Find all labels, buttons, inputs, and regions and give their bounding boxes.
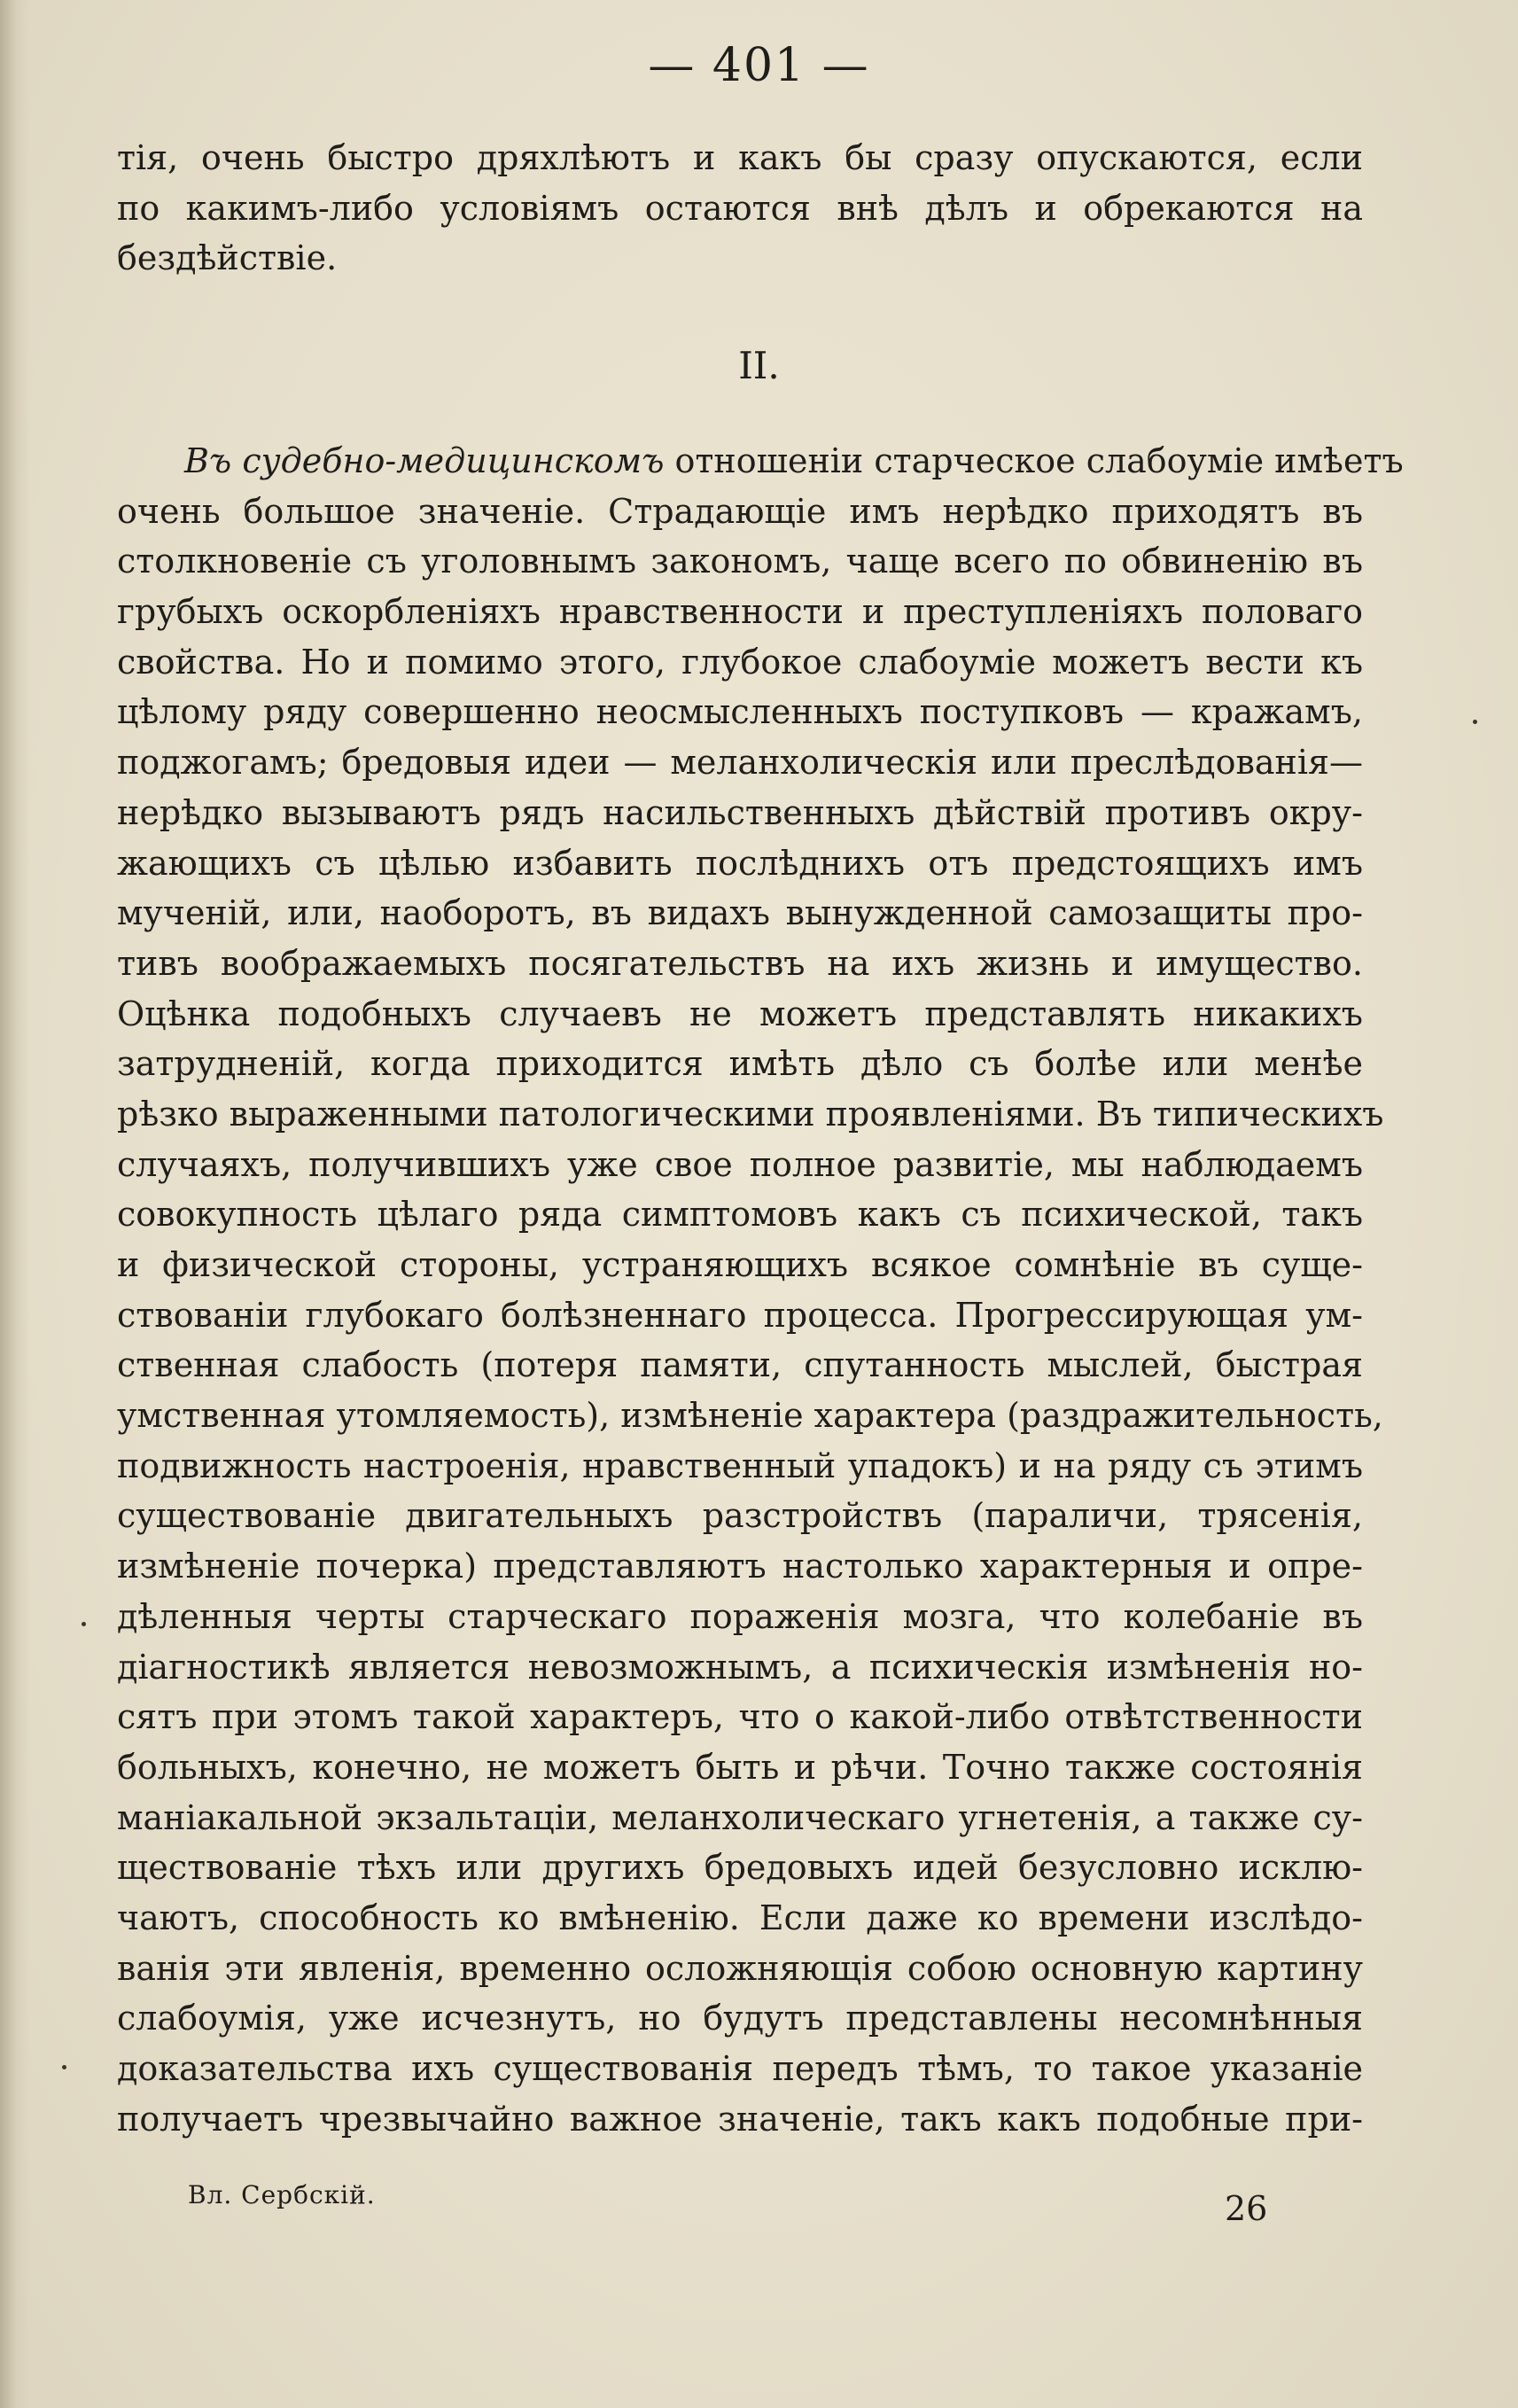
text-line: дѣленныя черты старческаго пораженія мозга, что колебаніе въ — [117, 1596, 1363, 1636]
text-line: слабоумія, уже исчезнутъ, но будутъ представлены несомнѣнныя — [117, 1999, 1363, 2038]
text-line: затрудненій, когда приходится имѣть дѣло съ болѣе или менѣе — [117, 1044, 1363, 1084]
paper-speck — [1473, 720, 1477, 724]
text-line: подвижность настроенія, нравственный упадокъ) и на ряду съ этимъ — [117, 1446, 1363, 1485]
first-line-rest: отношеніи старческое слабоуміе имѣетъ — [664, 441, 1404, 480]
text-line: получаетъ чрезвычайно важное значеніе, такъ какъ подобные при- — [117, 2099, 1363, 2139]
footer-author: Вл. Сербскій. — [188, 2180, 376, 2209]
text-line: рѣзко выраженными патологическими проявленіями. Въ типическихъ — [117, 1094, 1384, 1134]
text-line: существованіе двигательныхъ разстройствъ (параличи, трясенія, — [117, 1496, 1363, 1536]
text-line: жающихъ съ цѣлью избавить послѣднихъ отъ предстоящихъ имъ — [117, 843, 1363, 883]
text-line: случаяхъ, получившихъ уже свое полное развитіе, мы наблюдаемъ — [117, 1144, 1363, 1184]
text-line: по какимъ-либо условіямъ остаются внѣ дѣлъ и обрекаются на — [117, 188, 1363, 228]
page-number: — 401 — — [648, 39, 870, 92]
text-line: больныхъ, конечно, не можетъ быть и рѣчи. Точно также состоянія — [117, 1747, 1363, 1787]
text-line: доказательства ихъ существованія передъ тѣмъ, то такое указаніе — [117, 2049, 1363, 2088]
text-line: нерѣдко вызываютъ рядъ насильственныхъ дѣйствій противъ окру- — [117, 792, 1363, 832]
text-line: ванія эти явленія, временно осложняющія собою основную картину — [117, 1948, 1363, 1988]
text-line: чаютъ, способность ко вмѣненію. Если даже ко времени изслѣдо- — [117, 1898, 1363, 1937]
text-line: мученій, или, наоборотъ, въ видахъ вынужденной самозащиты про- — [117, 893, 1363, 933]
text-line: грубыхъ оскорбленіяхъ нравственности и преступленіяхъ половаго — [117, 592, 1363, 632]
text-line: ственная слабость (потеря памяти, спутанность мыслей, быстрая — [117, 1345, 1363, 1385]
text-line: очень большое значеніе. Страдающіе имъ нерѣдко приходятъ въ — [117, 491, 1363, 531]
text-line: умственная утомляемость), измѣненіе характера (раздражительность, — [117, 1396, 1383, 1436]
text-line: столкновеніе съ уголовнымъ закономъ, чаще всего по обвиненію въ — [117, 542, 1363, 581]
text-line: измѣненіе почерка) представляютъ настолько характерныя и опре- — [117, 1547, 1363, 1586]
paper-speck — [82, 1622, 86, 1626]
section-heading: II. — [738, 344, 780, 387]
paper-speck — [62, 2065, 66, 2069]
text-line: поджогамъ; бредовыя идеи — меланхолическія или преслѣдованія— — [117, 743, 1363, 783]
top-paragraph — [117, 133, 1363, 284]
signature-number: 26 — [1225, 2189, 1268, 2228]
text-line: свойства. Но и помимо этого, глубокое слабоуміе можетъ вести къ — [117, 642, 1363, 682]
text-line: цѣлому ряду совершенно неосмысленныхъ поступковъ — кражамъ, — [117, 692, 1363, 732]
text-line: тія, очень быстро дряхлѣютъ и какъ бы сразу опускаются, если — [117, 138, 1363, 177]
text-line-first — [117, 436, 1404, 487]
text-line: ществованіе тѣхъ или другихъ бредовыхъ идей безусловно исклю- — [117, 1848, 1363, 1888]
text-line: сятъ при этомъ такой характеръ, что о какой-либо отвѣтственности — [117, 1697, 1363, 1737]
text-line: маніакальной экзальтаціи, меланхолическаго угнетенія, а также су- — [117, 1797, 1363, 1837]
text-line: Оцѣнка подобныхъ случаевъ не можетъ представлять никакихъ — [117, 994, 1363, 1033]
text-line: діагностикѣ является невозможнымъ, а психическія измѣненія но- — [117, 1647, 1363, 1687]
main-paragraph — [117, 436, 1404, 2144]
text-line: совокупность цѣлаго ряда симптомовъ какъ съ психической, такъ — [117, 1195, 1363, 1235]
text-line: бездѣйствіе. — [117, 238, 338, 278]
text-line: ствованіи глубокаго болѣзненнаго процесса. Прогрессирующая ум- — [117, 1295, 1363, 1335]
italic-lead: Въ судебно-медицинскомъ — [184, 441, 665, 480]
text-line: тивъ воображаемыхъ посягательствъ на ихъ жизнь и имущество. — [117, 943, 1363, 983]
text-line: и физической стороны, устраняющихъ всякое сомнѣніе въ суще- — [117, 1245, 1363, 1284]
